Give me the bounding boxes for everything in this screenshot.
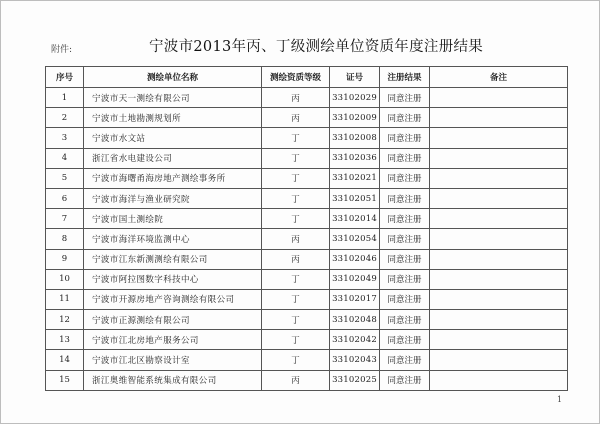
cell-remarks xyxy=(430,249,568,269)
cell-qualification-grade: 丙 xyxy=(262,229,330,249)
cell-unit-name: 浙江奥维智能系统集成有限公司 xyxy=(84,370,262,390)
cell-serial-number: 5 xyxy=(46,168,84,188)
cell-serial-number: 6 xyxy=(46,188,84,208)
cell-unit-name: 宁波市江北房地产服务公司 xyxy=(84,330,262,350)
cell-certificate-number: 33102054 xyxy=(330,229,380,249)
cell-serial-number: 1 xyxy=(46,88,84,108)
page-number: 1 xyxy=(557,395,563,404)
cell-remarks xyxy=(430,370,568,390)
cell-qualification-grade: 丙 xyxy=(262,108,330,128)
cell-remarks xyxy=(430,88,568,108)
cell-registration-result: 同意注册 xyxy=(380,209,430,229)
cell-remarks xyxy=(430,269,568,289)
cell-unit-name: 宁波市国土测绘院 xyxy=(84,209,262,229)
cell-registration-result: 同意注册 xyxy=(380,128,430,148)
cell-certificate-number: 33102008 xyxy=(330,128,380,148)
cell-serial-number: 14 xyxy=(46,350,84,370)
table-row xyxy=(46,310,568,330)
cell-registration-result: 同意注册 xyxy=(380,310,430,330)
cell-certificate-number: 33102021 xyxy=(330,168,380,188)
cell-certificate-number: 33102043 xyxy=(330,350,380,370)
cell-unit-name: 宁波市正源测绘有限公司 xyxy=(84,310,262,330)
cell-unit-name: 宁波市海曙甬海房地产测绘事务所 xyxy=(84,168,262,188)
cell-certificate-number: 33102048 xyxy=(330,310,380,330)
cell-registration-result: 同意注册 xyxy=(380,350,430,370)
table-row xyxy=(46,269,568,289)
cell-remarks xyxy=(430,108,568,128)
cell-unit-name: 宁波市江北区勘察设计室 xyxy=(84,350,262,370)
cell-remarks xyxy=(430,188,568,208)
cell-serial-number: 13 xyxy=(46,330,84,350)
cell-registration-result: 同意注册 xyxy=(380,88,430,108)
cell-certificate-number: 33102025 xyxy=(330,370,380,390)
cell-remarks xyxy=(430,310,568,330)
cell-qualification-grade: 丁 xyxy=(262,209,330,229)
table-row xyxy=(46,330,568,350)
cell-unit-name: 宁波市阿拉图数字科技中心 xyxy=(84,269,262,289)
cell-serial-number: 3 xyxy=(46,128,84,148)
header-registration-result: 注册结果 xyxy=(380,67,430,88)
cell-registration-result: 同意注册 xyxy=(380,269,430,289)
table-row xyxy=(46,249,568,269)
cell-remarks xyxy=(430,330,568,350)
table-row xyxy=(46,289,568,309)
cell-remarks xyxy=(430,350,568,370)
attachment-label: 附件: xyxy=(51,45,73,55)
cell-unit-name: 宁波市水文站 xyxy=(84,128,262,148)
table-row xyxy=(46,148,568,168)
table-row xyxy=(46,209,568,229)
table-row xyxy=(46,370,568,390)
header-certificate-number: 证号 xyxy=(330,67,380,88)
cell-qualification-grade: 丙 xyxy=(262,88,330,108)
cell-registration-result: 同意注册 xyxy=(380,148,430,168)
cell-serial-number: 10 xyxy=(46,269,84,289)
table-header-row xyxy=(46,67,568,88)
cell-qualification-grade: 丁 xyxy=(262,128,330,148)
cell-certificate-number: 33102009 xyxy=(330,108,380,128)
cell-remarks xyxy=(430,209,568,229)
cell-serial-number: 7 xyxy=(46,209,84,229)
cell-certificate-number: 33102029 xyxy=(330,88,380,108)
cell-registration-result: 同意注册 xyxy=(380,330,430,350)
cell-unit-name: 宁波市天一测绘有限公司 xyxy=(84,88,262,108)
cell-unit-name: 宁波市开源房地产咨询测绘有限公司 xyxy=(84,289,262,309)
cell-unit-name: 宁波市江东新测测绘有限公司 xyxy=(84,249,262,269)
cell-qualification-grade: 丁 xyxy=(262,188,330,208)
document-title: 宁波市2013年丙、丁级测绘单位资质年度注册结果 xyxy=(149,39,484,55)
cell-serial-number: 12 xyxy=(46,310,84,330)
table-row xyxy=(46,188,568,208)
cell-remarks xyxy=(430,148,568,168)
cell-serial-number: 11 xyxy=(46,289,84,309)
cell-registration-result: 同意注册 xyxy=(380,168,430,188)
cell-certificate-number: 33102017 xyxy=(330,289,380,309)
registration-table xyxy=(45,66,568,391)
cell-qualification-grade: 丁 xyxy=(262,148,330,168)
cell-unit-name: 浙江省水电建设公司 xyxy=(84,148,262,168)
cell-serial-number: 8 xyxy=(46,229,84,249)
cell-serial-number: 4 xyxy=(46,148,84,168)
cell-qualification-grade: 丁 xyxy=(262,289,330,309)
cell-certificate-number: 33102049 xyxy=(330,269,380,289)
table-row xyxy=(46,128,568,148)
cell-qualification-grade: 丁 xyxy=(262,168,330,188)
cell-registration-result: 同意注册 xyxy=(380,108,430,128)
table-row xyxy=(46,88,568,108)
table-row xyxy=(46,229,568,249)
cell-registration-result: 同意注册 xyxy=(380,370,430,390)
cell-remarks xyxy=(430,168,568,188)
cell-unit-name: 宁波市海洋环境监测中心 xyxy=(84,229,262,249)
cell-unit-name: 宁波市海洋与渔业研究院 xyxy=(84,188,262,208)
cell-certificate-number: 33102014 xyxy=(330,209,380,229)
header-qualification-grade: 测绘资质等级 xyxy=(262,67,330,88)
table-row xyxy=(46,350,568,370)
table-row xyxy=(46,168,568,188)
cell-registration-result: 同意注册 xyxy=(380,229,430,249)
cell-qualification-grade: 丙 xyxy=(262,249,330,269)
cell-remarks xyxy=(430,289,568,309)
header-unit-name: 测绘单位名称 xyxy=(84,67,262,88)
table-row xyxy=(46,108,568,128)
cell-serial-number: 2 xyxy=(46,108,84,128)
cell-registration-result: 同意注册 xyxy=(380,249,430,269)
cell-qualification-grade: 丙 xyxy=(262,370,330,390)
cell-registration-result: 同意注册 xyxy=(380,289,430,309)
cell-remarks xyxy=(430,128,568,148)
cell-certificate-number: 33102046 xyxy=(330,249,380,269)
header-remarks: 备注 xyxy=(430,67,568,88)
cell-qualification-grade: 丁 xyxy=(262,330,330,350)
cell-unit-name: 宁波市土地勘测规划所 xyxy=(84,108,262,128)
cell-qualification-grade: 丁 xyxy=(262,310,330,330)
cell-serial-number: 9 xyxy=(46,249,84,269)
cell-remarks xyxy=(430,229,568,249)
cell-certificate-number: 33102036 xyxy=(330,148,380,168)
cell-serial-number: 15 xyxy=(46,370,84,390)
header-serial-number: 序号 xyxy=(46,67,84,88)
cell-qualification-grade: 丁 xyxy=(262,269,330,289)
cell-registration-result: 同意注册 xyxy=(380,188,430,208)
cell-qualification-grade: 丁 xyxy=(262,350,330,370)
cell-certificate-number: 33102042 xyxy=(330,330,380,350)
cell-certificate-number: 33102051 xyxy=(330,188,380,208)
